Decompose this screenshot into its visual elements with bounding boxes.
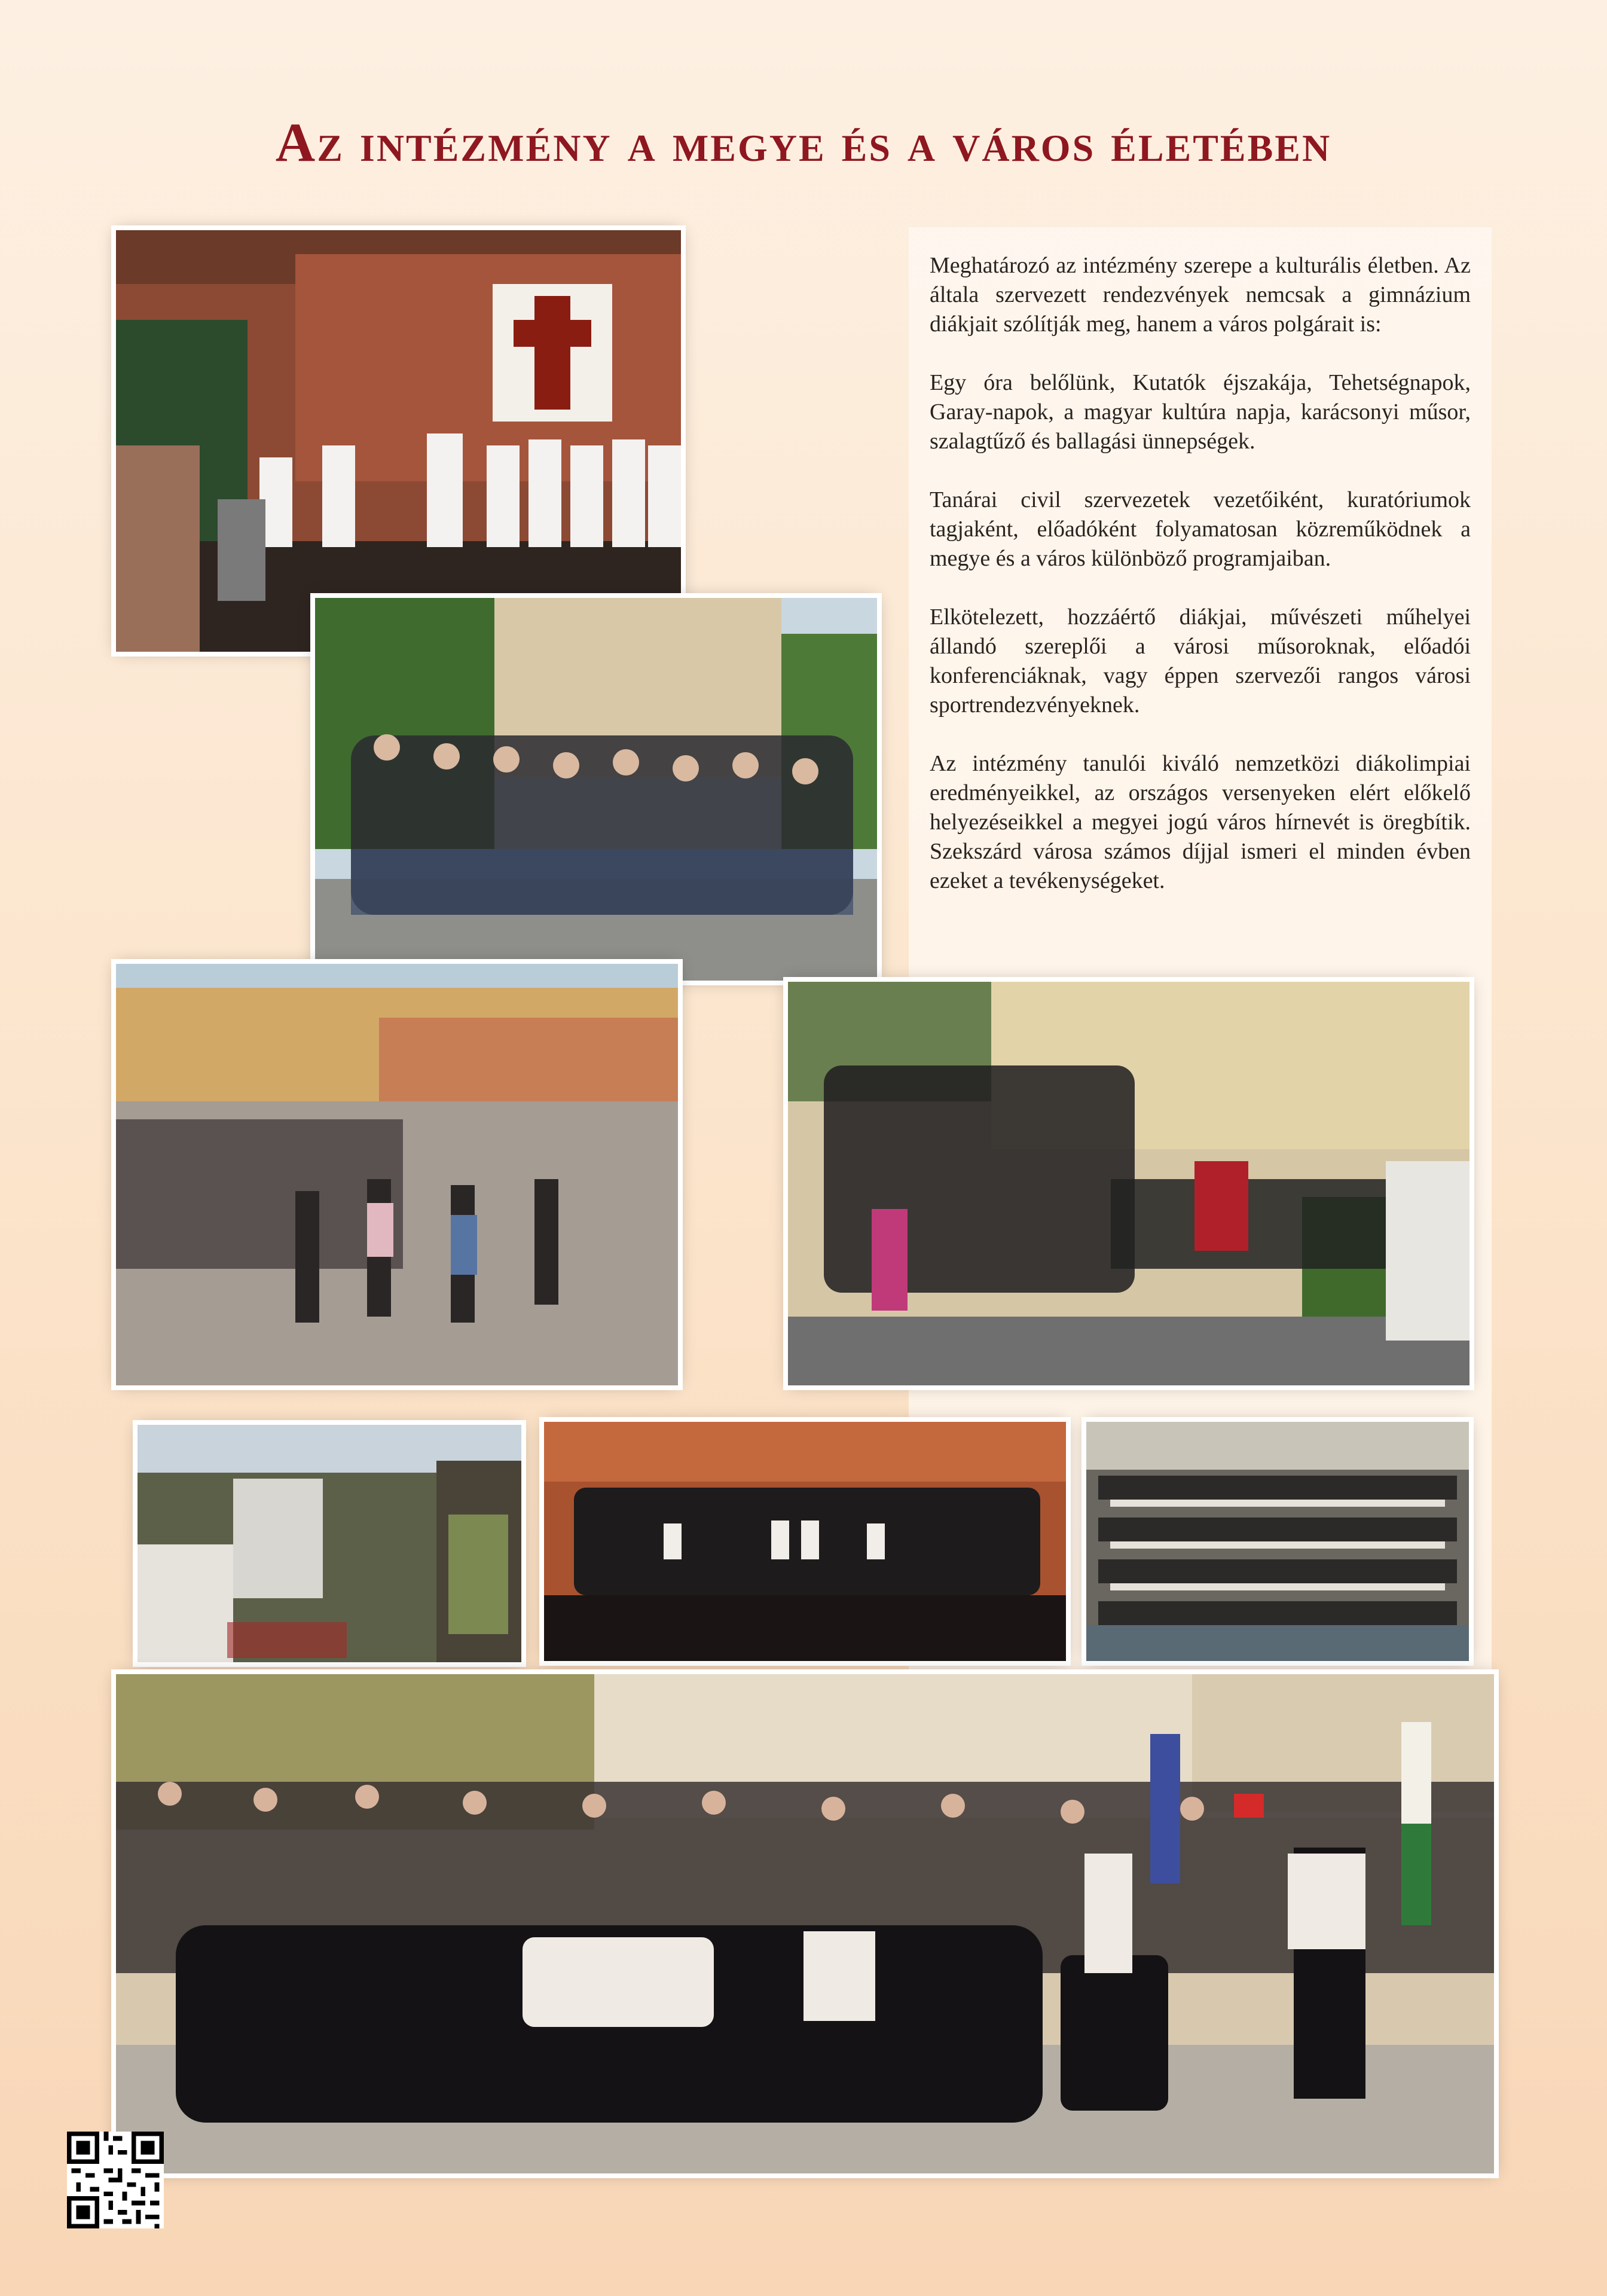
paragraph-intro: Meghatározó az intézmény szerepe a kulturális életben. Az általa szervezett rendezvények nemcsak a gimnázium diákjait szólítják meg, hanem a város polgárait is: (930, 253, 1471, 337)
photo-student-group (315, 598, 877, 981)
photo-street-dance (116, 964, 678, 1385)
photo-bench-group (788, 982, 1469, 1385)
paragraph-events: Egy óra belőlünk, Kutatók éjszakája, Tehetségnapok, Garay-napok, a magyar kultúra napja, karácsonyi műsor, szalagtűző és ballagási ünnepségek. (930, 370, 1471, 454)
paragraph-students: Elkötelezett, hozzáértő diákjai, művészeti műhelyei állandó szereplői a városi műsoroknak, előadói konferenciáknak, vagy éppen szervezői rangos városi sportrendezvényeknek. (930, 604, 1471, 718)
page-title: Az intézmény a megye és a város életében (275, 112, 1332, 173)
paragraph-awards: Az intézmény tanulói kiváló nemzetközi diákolimpiai eredményeikkel, az országos versenyeken elért előkelő helyezéseikkel a megyei jogú város hírnevét is öregbítik. Szekszárd városa számos díjjal ismeri el minden évben ezeket a tevékenységeket. (930, 751, 1471, 893)
photo-commemoration (116, 1674, 1494, 2173)
photo-choir (116, 230, 681, 652)
photo-chess (1086, 1422, 1469, 1661)
photo-memorial (138, 1425, 521, 1662)
paragraph-teachers: Tanárai civil szervezetek vezetőiként, kuratóriumok tagjaként, előadóként folyamatosan közreműködnek a megye és a város különböző programjaiban. (930, 487, 1471, 571)
photo-stage (544, 1422, 1066, 1661)
text-block (930, 251, 1471, 925)
qr-code-icon (67, 2132, 164, 2228)
